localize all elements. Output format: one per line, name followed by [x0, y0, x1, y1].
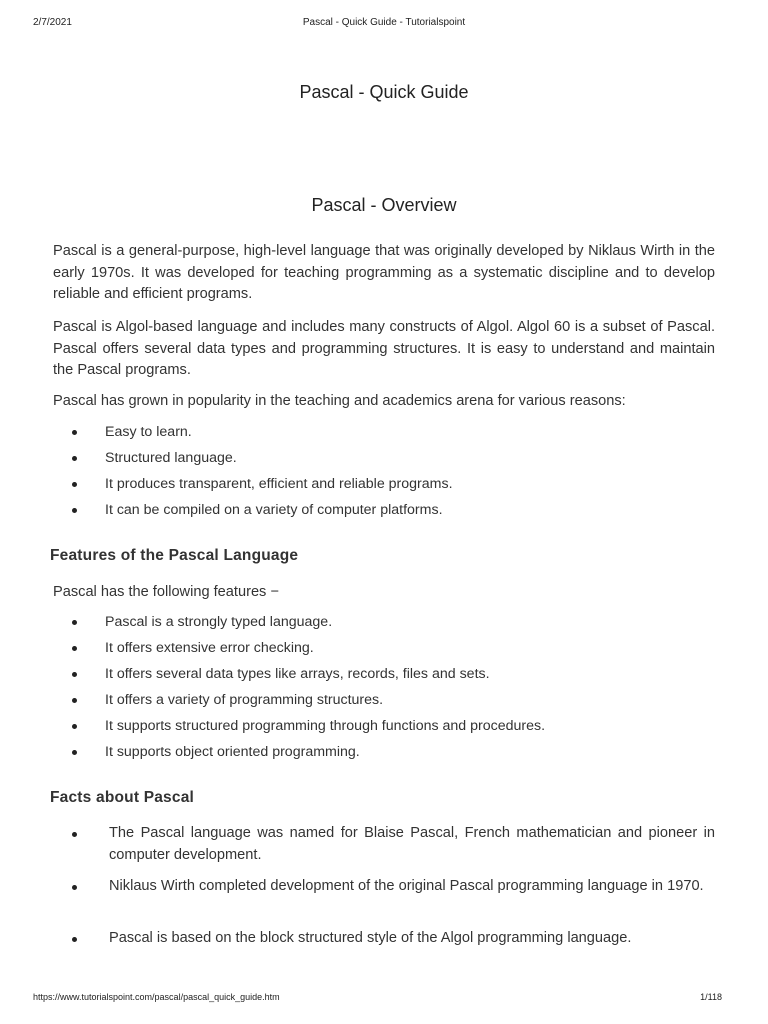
print-url: https://www.tutorialspoint.com/pascal/pascal_quick_guide.htm	[33, 992, 280, 1002]
list-item	[53, 928, 715, 950]
bullet-icon	[72, 508, 77, 513]
list-item	[53, 876, 715, 898]
print-date: 2/7/2021	[33, 17, 72, 28]
bullet-icon	[72, 750, 77, 755]
list-item	[53, 474, 715, 500]
list-item	[53, 664, 715, 690]
overview-paragraph-1: Pascal is a general-purpose, high-level language that was originally developed by Niklaus Wirth in the early 1970s. It was developed for teaching programming as a systematic discipline and to develop reliable and efficient programs.	[53, 243, 715, 302]
list-item-text: Structured language.	[105, 450, 237, 466]
print-header	[33, 17, 735, 31]
bullet-icon	[72, 430, 77, 435]
list-item	[53, 638, 715, 664]
list-item	[53, 742, 715, 768]
page-number: 1/118	[700, 992, 722, 1002]
list-item-text: It supports structured programming through functions and procedures.	[105, 718, 546, 734]
bullet-icon	[72, 646, 77, 651]
bullet-icon	[72, 482, 77, 487]
overview-paragraph-2: Pascal is Algol-based language and includes many constructs of Algol. Algol 60 is a subset of Pascal. Pascal offers several data types and programming structures. It is easy to understand and maintain the Pascal programs.	[53, 319, 715, 378]
list-item	[53, 448, 715, 474]
bullet-icon	[72, 456, 77, 461]
bullet-icon	[72, 885, 77, 890]
list-item-text: It produces transparent, efficient and reliable programs.	[105, 476, 453, 492]
list-item	[53, 690, 715, 716]
list-item-text: It supports object oriented programming.	[105, 744, 360, 760]
features-heading: Features of the Pascal Language	[50, 547, 299, 564]
list-item	[53, 612, 715, 638]
print-footer	[33, 992, 735, 1006]
list-item-text: It offers extensive error checking.	[105, 640, 314, 656]
list-item-text: Niklaus Wirth completed development of the original Pascal programming language in 1970.	[109, 878, 704, 894]
features-list	[53, 612, 715, 768]
list-item	[53, 500, 715, 526]
bullet-icon	[72, 672, 77, 677]
bullet-icon	[72, 620, 77, 625]
facts-heading: Facts about Pascal	[50, 789, 195, 806]
bullet-icon	[72, 724, 77, 729]
features-intro: Pascal has the following features −	[53, 584, 279, 600]
overview-title: Pascal - Overview	[311, 195, 457, 215]
bullet-icon	[72, 832, 77, 837]
list-item	[53, 823, 715, 866]
list-item-text: Easy to learn.	[105, 424, 192, 440]
print-doc-title: Pascal - Quick Guide - Tutorialspoint	[302, 17, 466, 28]
reasons-list	[53, 422, 715, 526]
list-item	[53, 422, 715, 448]
list-item-text: It offers several data types like arrays, records, files and sets.	[105, 666, 490, 682]
list-item-text: It can be compiled on a variety of computer platforms.	[105, 502, 443, 518]
page-title: Pascal - Quick Guide	[299, 82, 469, 102]
list-item	[53, 716, 715, 742]
overview-paragraph-3: Pascal has grown in popularity in the teaching and academics arena for various reasons:	[53, 393, 626, 409]
list-item-text: Pascal is based on the block structured style of the Algol programming language.	[109, 930, 632, 946]
bullet-icon	[72, 698, 77, 703]
list-item-text: It offers a variety of programming structures.	[105, 692, 384, 708]
list-item-text: Pascal is a strongly typed language.	[105, 614, 333, 630]
list-item-text: The Pascal language was named for Blaise Pascal, French mathematician and pioneer in computer development.	[109, 825, 715, 863]
bullet-icon	[72, 937, 77, 942]
